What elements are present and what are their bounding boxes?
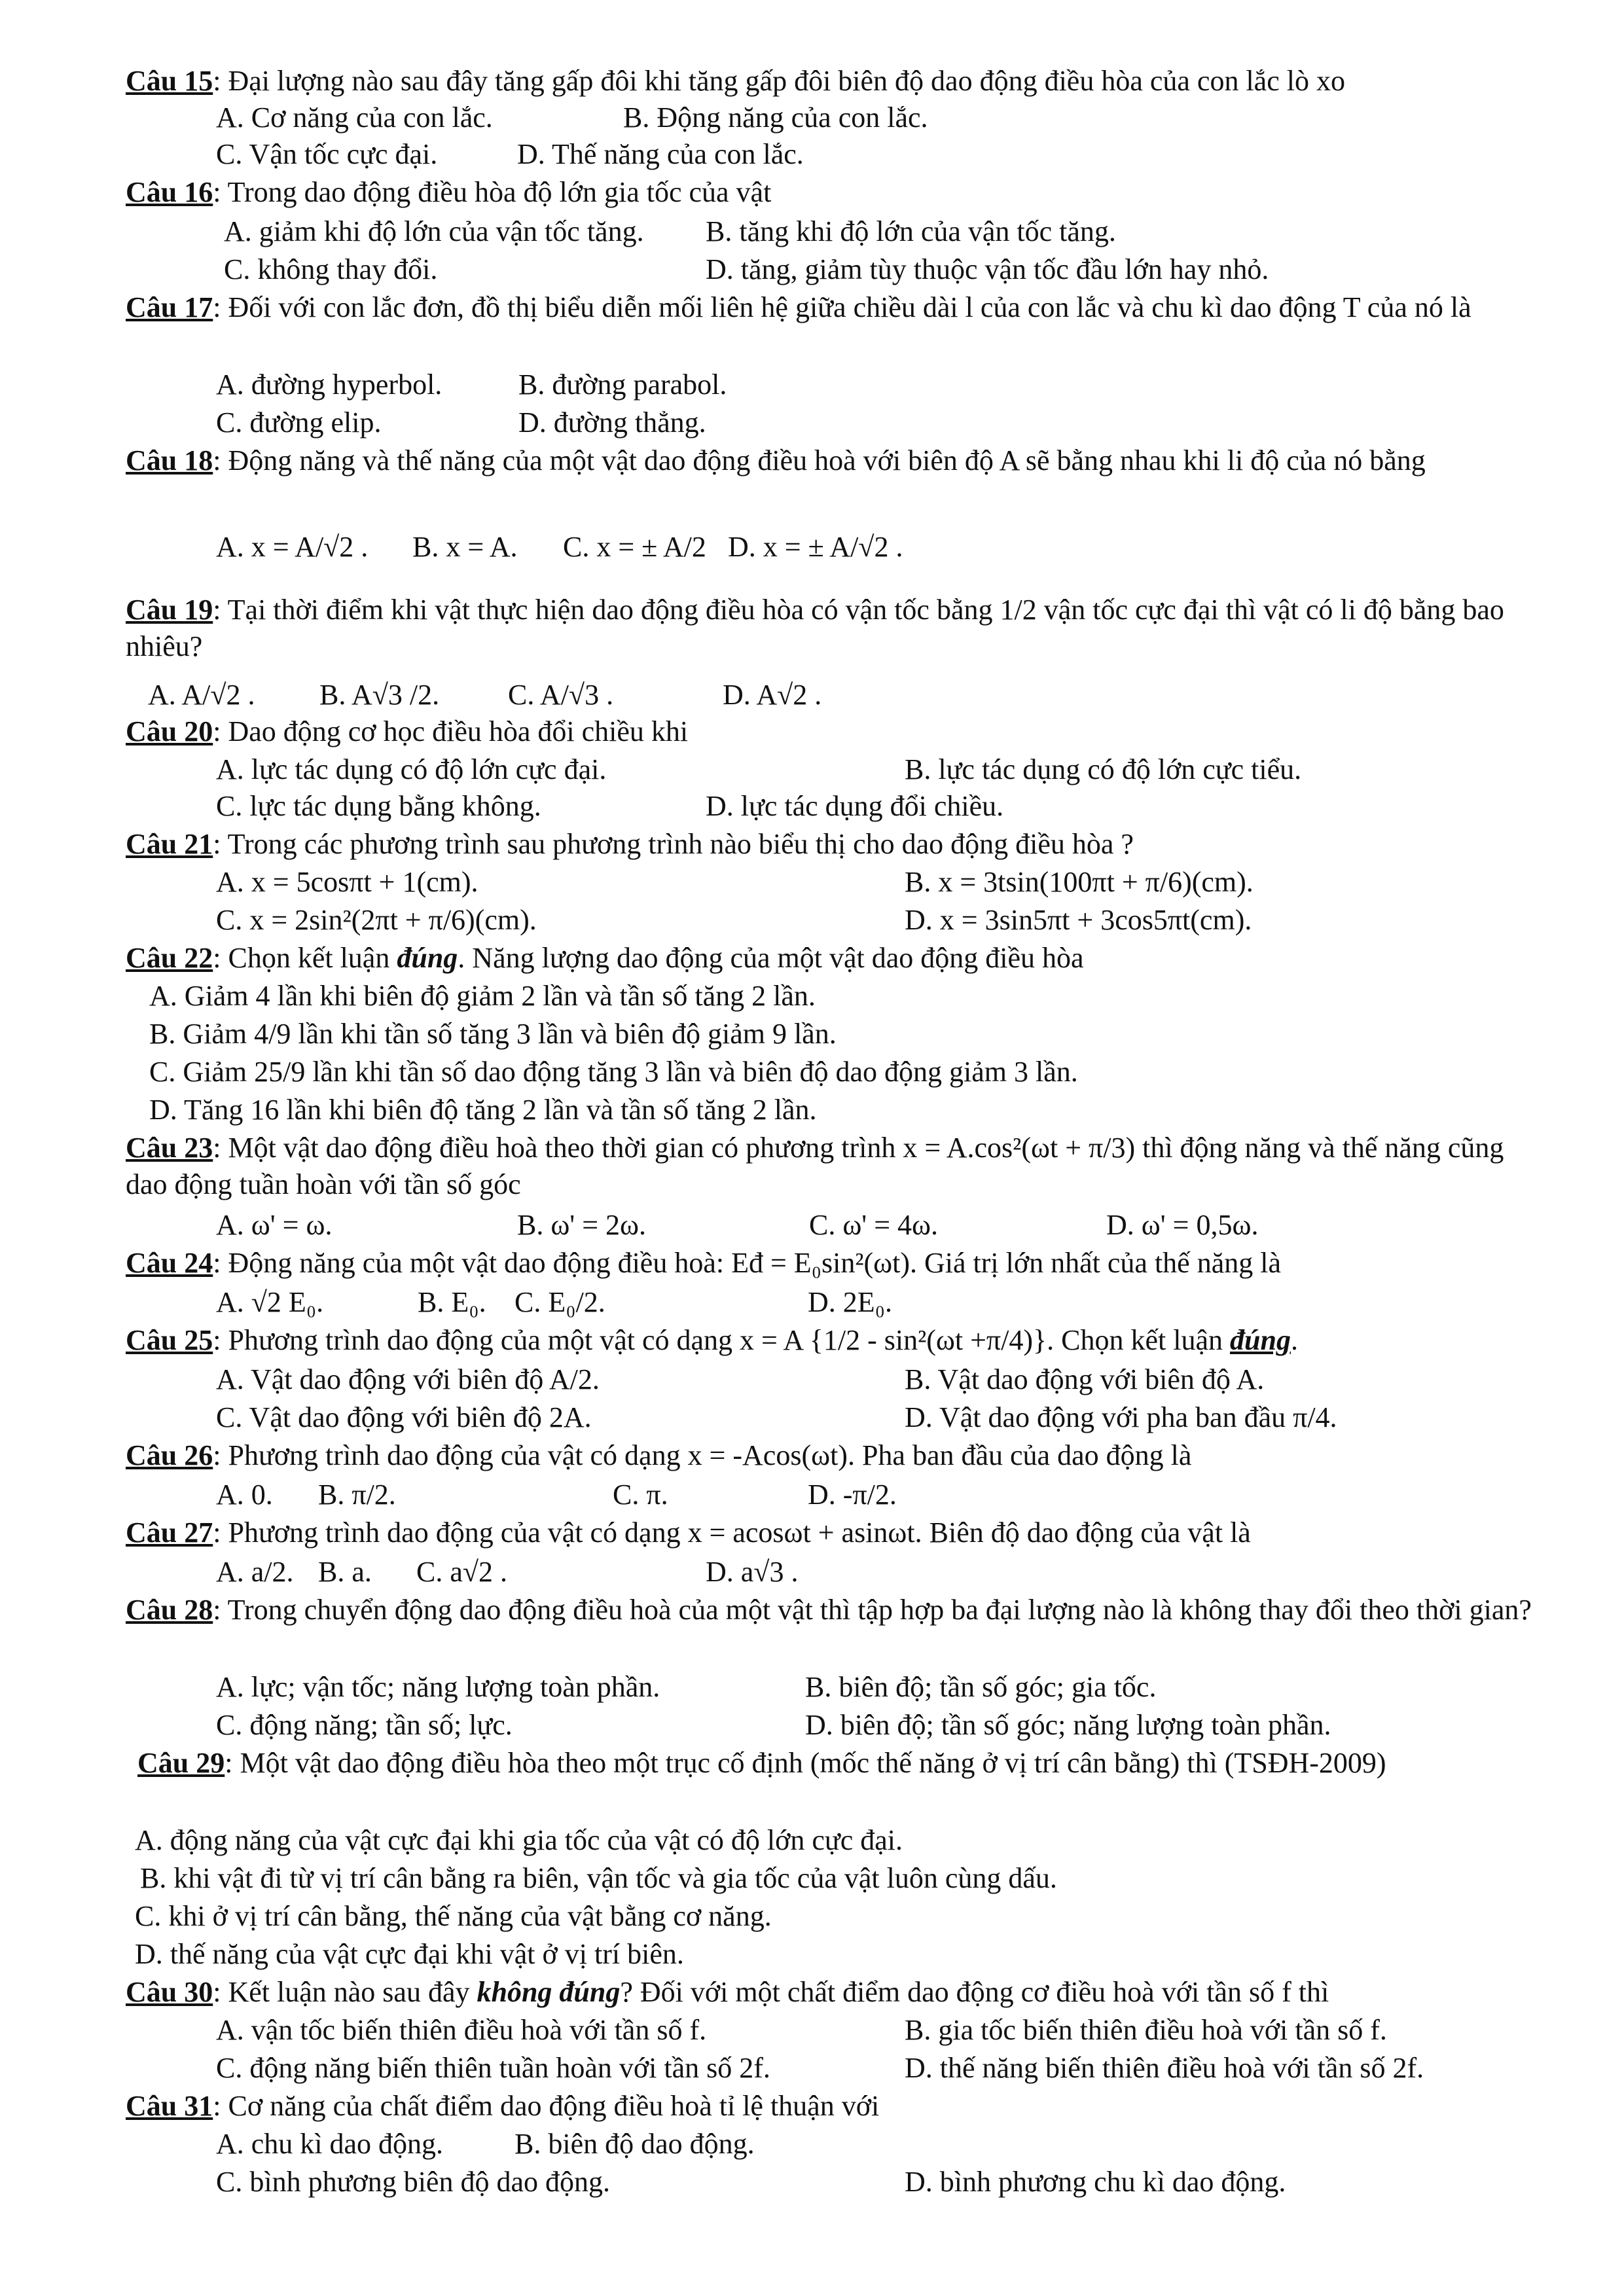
option-b: B. A√3 /2.	[319, 679, 440, 711]
option-b: B. biên độ; tần số góc; gia tốc.	[805, 1671, 1157, 1703]
option-b: B. x = A.	[412, 531, 518, 563]
option-c: C. Vật dao động với biên độ 2A.	[216, 1401, 592, 1433]
question-number: Câu 28	[126, 1594, 213, 1626]
question-31	[126, 2088, 1533, 2125]
question-29	[137, 1745, 1532, 1782]
question-15	[126, 63, 1533, 99]
option-d: D. tăng, giảm tùy thuộc vận tốc đầu lớn hay nhỏ.	[706, 253, 1269, 285]
question-number: Câu 19	[126, 594, 213, 626]
question-18	[126, 442, 1533, 479]
question-text: : Đại lượng nào sau đây tăng gấp đôi khi tăng gấp đôi biên độ dao động điều hòa của con lắc lò xo	[213, 65, 1345, 97]
question-number: Câu 27	[126, 1516, 213, 1549]
question-number: Câu 18	[126, 444, 213, 476]
option-a: A. Vật dao động với biên độ A/2.	[216, 1363, 600, 1395]
question-25	[126, 1322, 1533, 1359]
option-b: B. Động năng của con lắc.	[623, 101, 928, 134]
question-text-rest: ? Đối với một chất điểm dao động cơ điều hoà với tần số f thì	[620, 1976, 1329, 2008]
option-d: D. 2E₀.	[808, 1286, 892, 1318]
question-number: Câu 31	[126, 2090, 213, 2122]
question-text: : Động năng của một vật dao động điều hoà: Eđ = E₀sin²(ωt). Giá trị lớn nhất của thế năng là	[213, 1247, 1281, 1279]
option-b: B. ω' = 2ω.	[517, 1209, 647, 1241]
option-d: D. x = ± A/√2 .	[728, 531, 903, 563]
option-c: C. động năng; tần số; lực.	[216, 1709, 513, 1741]
option-d: D. ω' = 0,5ω.	[1106, 1209, 1259, 1241]
question-24	[126, 1245, 1533, 1282]
option-d: D. -π/2.	[808, 1479, 897, 1511]
option-b: B. lực tác dụng có độ lớn cực tiểu.	[905, 753, 1302, 785]
question-text: : Phương trình dao động của vật có dạng x = -Acos(ωt). Pha ban đầu của dao động là	[213, 1439, 1192, 1471]
option-c: C. khi ở vị trí cân bằng, thế năng của vật bằng cơ năng.	[135, 1900, 772, 1932]
option-c: C. đường elip.	[216, 406, 382, 439]
option-a: A. vận tốc biến thiên điều hoà với tần số f.	[216, 2014, 707, 2046]
question-text: : Trong dao động điều hòa độ lớn gia tốc của vật	[213, 176, 772, 208]
option-a: A. Cơ năng của con lắc.	[216, 101, 493, 134]
question-text: : Trong chuyển động dao động điều hoà của một vật thì tập hợp ba đại lượng nào là không thay đổi theo thời gian?	[213, 1594, 1532, 1626]
question-number: Câu 16	[126, 176, 213, 208]
option-a: A. lực tác dụng có độ lớn cực đại.	[216, 753, 607, 785]
question-number: Câu 22	[126, 942, 213, 974]
question-text: : Phương trình dao động của một vật có dạng x = A {1/2 - sin²(ωt +π/4)}. Chọn kết luận	[213, 1324, 1230, 1356]
option-c: C. π.	[613, 1479, 668, 1511]
question-number: Câu 30	[126, 1976, 213, 2008]
question-20	[126, 713, 1533, 750]
option-c: C. E₀/2.	[514, 1286, 605, 1318]
option-b: B. khi vật đi từ vị trí cân bằng ra biên, vận tốc và gia tốc của vật luôn cùng dấu.	[140, 1862, 1057, 1894]
emphasis: đúng	[397, 942, 458, 974]
option-d: D. Thế năng của con lắc.	[517, 138, 804, 170]
option-a: A. a/2.	[216, 1556, 294, 1588]
option-a: A. x = 5cosπt + 1(cm).	[216, 866, 478, 898]
question-number: Câu 25	[126, 1324, 213, 1356]
emphasis: không đúng	[477, 1976, 621, 2008]
question-16	[126, 174, 1533, 211]
option-d: D. biên độ; tần số góc; năng lượng toàn phần.	[805, 1709, 1331, 1741]
option-a: A. √2 E₀.	[216, 1286, 324, 1318]
option-a: A. 0.	[216, 1479, 273, 1511]
option-a: A. A/√2 .	[148, 679, 255, 711]
question-text: : Dao động cơ học điều hòa đổi chiều khi	[213, 715, 689, 747]
question-text: : Kết luận nào sau đây	[213, 1976, 477, 2008]
question-text-rest: . Năng lượng dao động của một vật dao động điều hòa	[458, 942, 1084, 974]
option-d: D. bình phương chu kì dao động.	[905, 2166, 1286, 2198]
option-c: C. x = 2sin²(2πt + π/6)(cm).	[216, 904, 537, 936]
question-27	[126, 1515, 1533, 1551]
option-a: A. động năng của vật cực đại khi gia tốc của vật có độ lớn cực đại.	[135, 1824, 903, 1856]
option-c: C. A/√3 .	[508, 679, 614, 711]
question-number: Câu 20	[126, 715, 213, 747]
option-b: B. x = 3tsin(100πt + π/6)(cm).	[905, 866, 1254, 898]
question-text: : Chọn kết luận	[213, 942, 397, 974]
option-a: A. Giảm 4 lần khi biên độ giảm 2 lần và tần số tăng 2 lần.	[149, 980, 816, 1012]
question-30	[126, 1974, 1533, 2011]
question-number: Câu 15	[126, 65, 213, 97]
question-number: Câu 17	[126, 291, 213, 323]
option-d: D. a√3 .	[706, 1556, 799, 1588]
option-d: D. x = 3sin5πt + 3cos5πt(cm).	[905, 904, 1252, 936]
option-d: D. Tăng 16 lần khi biên độ tăng 2 lần và tần số tăng 2 lần.	[149, 1094, 817, 1126]
option-c: C. a√2 .	[416, 1556, 508, 1588]
option-b: B. π/2.	[318, 1479, 396, 1511]
question-text: : Đối với con lắc đơn, đồ thị biểu diễn mối liên hệ giữa chiều dài l của con lắc và chu kì dao động T của nó là	[213, 291, 1471, 323]
option-b: B. tăng khi độ lớn của vận tốc tăng.	[706, 215, 1116, 247]
option-a: A. ω' = ω.	[216, 1209, 333, 1241]
question-number: Câu 29	[137, 1747, 225, 1779]
question-text-rest: .	[1290, 1324, 1298, 1356]
option-c: C. không thay đổi.	[224, 253, 438, 285]
option-b: B. a.	[318, 1556, 372, 1588]
question-number: Câu 26	[126, 1439, 213, 1471]
question-text: : Tại thời điểm khi vật thực hiện dao động điều hòa có vận tốc bằng 1/2 vận tốc cực đại thì vật có li độ bằng bao nhiêu?	[126, 594, 1504, 662]
question-21	[126, 826, 1533, 863]
option-a: A. giảm khi độ lớn của vận tốc tăng.	[224, 215, 644, 247]
option-b: B. Giảm 4/9 lần khi tần số tăng 3 lần và biên độ giảm 9 lần.	[149, 1018, 837, 1050]
option-d: D. Vật dao động với pha ban đầu π/4.	[905, 1401, 1337, 1433]
question-text: : Một vật dao động điều hòa theo một trục cố định (mốc thế năng ở vị trí cân bằng) thì (TSĐH-2009)	[225, 1747, 1386, 1779]
question-text: : Động năng và thế năng của một vật dao động điều hoà với biên độ A sẽ bằng nhau khi li độ của nó bằng	[213, 444, 1426, 476]
emphasis: đúng	[1230, 1324, 1291, 1356]
question-17	[126, 289, 1533, 326]
question-text: : Phương trình dao động của vật có dạng x = acosωt + asinωt. Biên độ dao động của vật là	[213, 1516, 1251, 1549]
option-a: A. chu kì dao động.	[216, 2128, 444, 2160]
option-d: D. thế năng biến thiên điều hoà với tần số 2f.	[905, 2052, 1424, 2084]
option-d: D. thế năng của vật cực đại khi vật ở vị trí biên.	[135, 1938, 684, 1970]
question-19	[126, 592, 1533, 665]
question-number: Câu 24	[126, 1247, 213, 1279]
option-c: C. lực tác dụng bằng không.	[216, 790, 541, 822]
option-a: A. lực; vận tốc; năng lượng toàn phần.	[216, 1671, 660, 1703]
question-text: : Cơ năng của chất điểm dao động điều hoà tỉ lệ thuận với	[213, 2090, 880, 2122]
option-c: C. x = ± A/2	[563, 531, 706, 563]
question-text: : Một vật dao động điều hoà theo thời gian có phương trình x = A.cos²(ωt + π/3) thì động năng và thế năng cũng dao động tuần hoàn với tần số góc	[126, 1132, 1504, 1200]
question-number: Câu 21	[126, 828, 213, 860]
option-c: C. động năng biến thiên tuần hoàn với tần số 2f.	[216, 2052, 770, 2084]
question-26	[126, 1437, 1533, 1474]
option-b: B. gia tốc biến thiên điều hoà với tần số f.	[905, 2014, 1387, 2046]
question-23	[126, 1130, 1533, 1203]
option-a: A. x = A/√2 .	[216, 531, 369, 563]
option-b: B. biên độ dao động.	[514, 2128, 755, 2160]
question-text: : Trong các phương trình sau phương trình nào biểu thị cho dao động điều hòa ?	[213, 828, 1134, 860]
option-c: C. ω' = 4ω.	[809, 1209, 939, 1241]
question-22	[126, 940, 1533, 977]
option-b: B. đường parabol.	[518, 368, 727, 401]
option-d: D. lực tác dụng đổi chiều.	[706, 790, 1004, 822]
option-c: C. bình phương biên độ dao động.	[216, 2166, 610, 2198]
option-d: D. đường thẳng.	[518, 406, 706, 439]
option-d: D. A√2 .	[723, 679, 822, 711]
option-b: B. E₀.	[418, 1286, 486, 1318]
option-a: A. đường hyperbol.	[216, 368, 442, 401]
option-b: B. Vật dao động với biên độ A.	[905, 1363, 1265, 1395]
question-28	[126, 1592, 1533, 1628]
option-c: C. Vận tốc cực đại.	[216, 138, 438, 170]
question-number: Câu 23	[126, 1132, 213, 1164]
option-c: C. Giảm 25/9 lần khi tần số dao động tăng 3 lần và biên độ dao động giảm 3 lần.	[149, 1056, 1078, 1088]
